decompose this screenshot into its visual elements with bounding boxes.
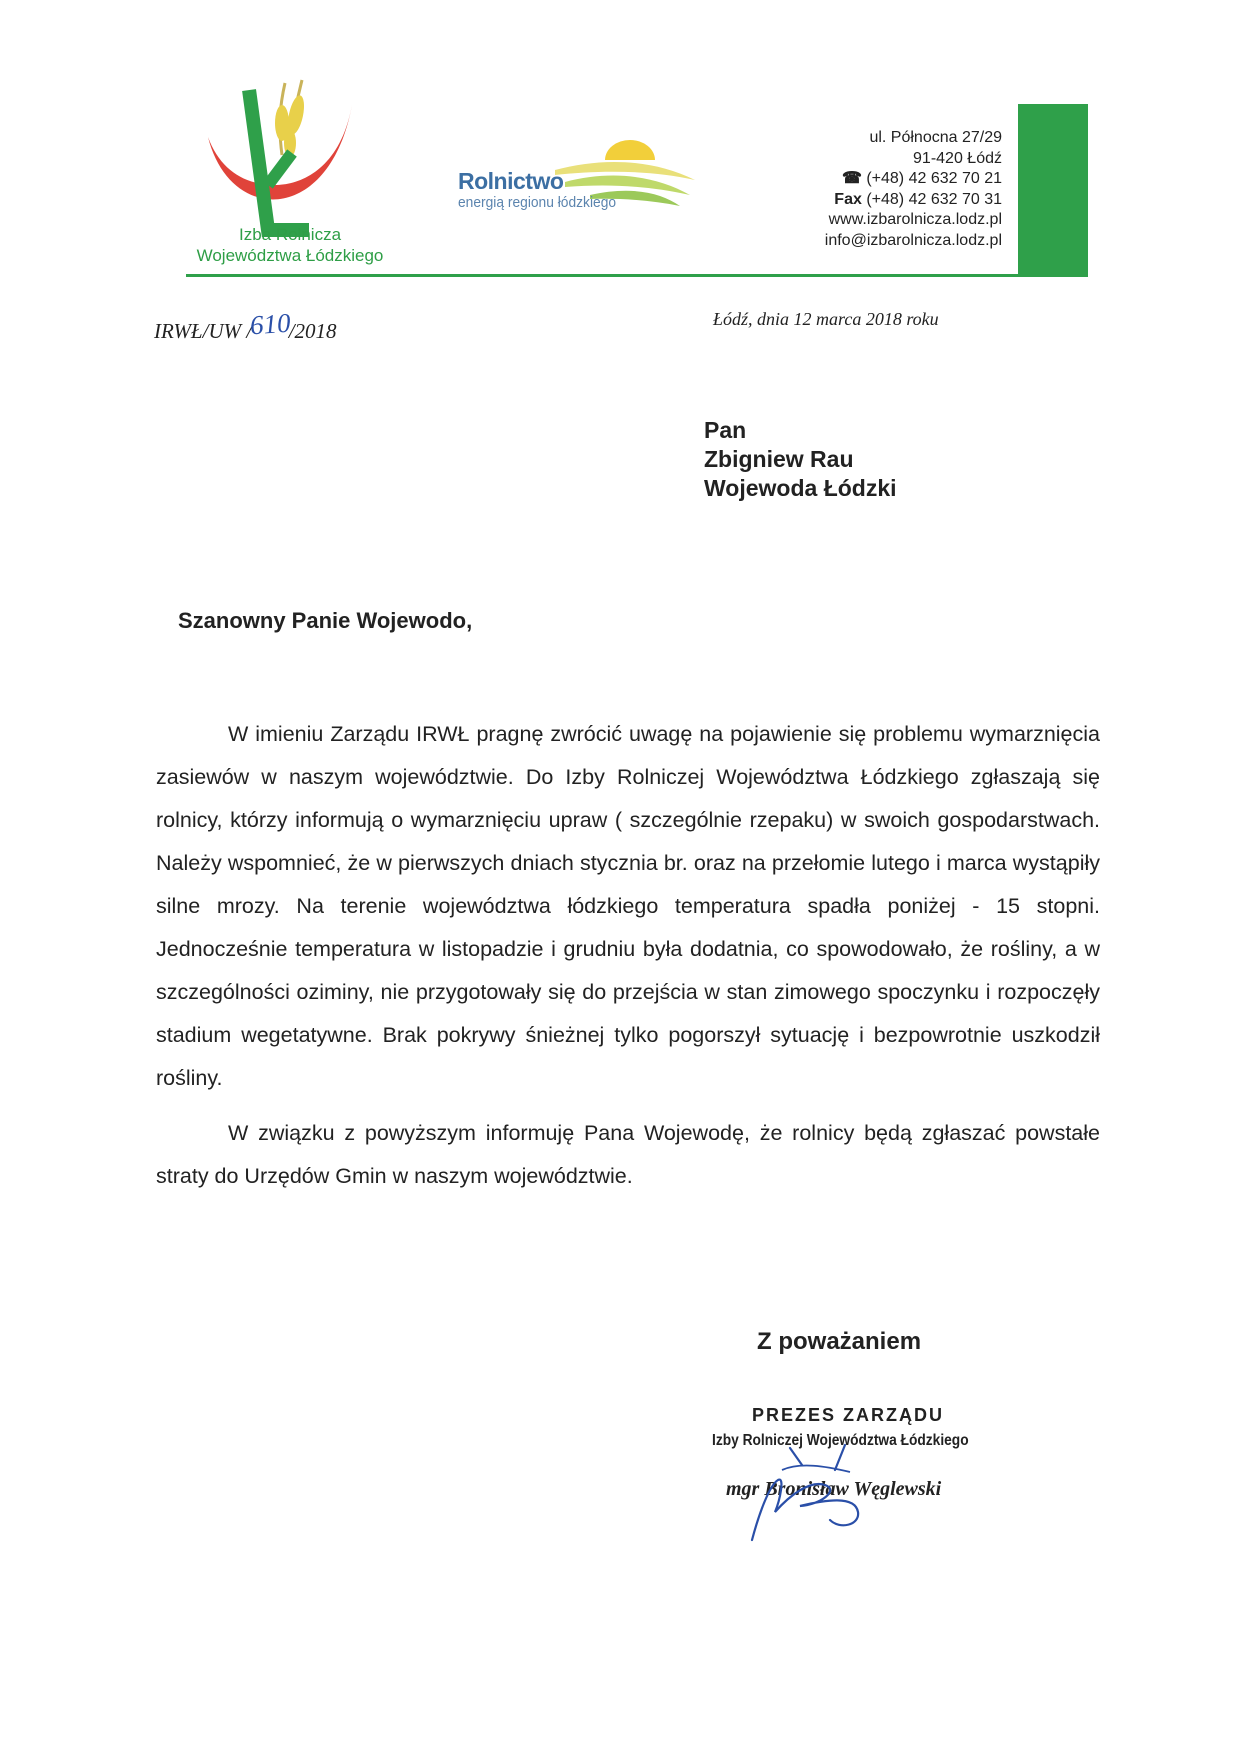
contact-block (825, 128, 1002, 251)
address-street: ul. Północna 27/29 (869, 129, 1002, 146)
phone-icon: ☎ (841, 170, 862, 187)
stamp-organization: Izby Rolniczej Województwa Łódzkiego (712, 1432, 969, 1449)
izba-logo-text (150, 224, 430, 266)
campaign-subtitle: energią regionu łódzkiego (458, 194, 617, 211)
stamp-name: mgr Bronisław Węglewski (726, 1478, 942, 1500)
fax-label: Fax (834, 190, 862, 208)
fax-number: (+48) 42 632 70 31 (866, 190, 1002, 208)
reference-number (154, 307, 337, 345)
body-paragraph-1: W imieniu Zarządu IRWŁ pragnę zwrócić uwagę na pojawienie się problemu wymarznięcia zasiewów w naszym województwie. Do Izby Rolniczej Województwa Łódzkiego zgłaszają się rolnicy, którzy informują o wymarznięciu upraw ( szczególnie rzepaku) w swoich gospodarstwach. Należy wspomnieć, że w pierwszych dniach stycznia br. oraz na przełomie lutego i marca wystąpiły silne mrozy. Na terenie województwa łódzkiego temperatura spadła poniżej - 15 stopni. Jednocześnie temperatura w listopadzie i grudniu była dodatnia, co spowodowało, że rośliny, a w szczególności oziminy, nie przygotowały się do przejścia w stan zimowego spoczynku i rozpoczęły stadium wegetatywne. Brak pokrywy śnieżnej tylko pogorszył sytuację i bezpowrotnie uszkodził rośliny. (156, 722, 1100, 1090)
header-divider (186, 274, 1088, 277)
stamp-title: PREZES ZARZĄDU (752, 1405, 945, 1425)
recipient-name: Zbigniew Rau (704, 446, 854, 472)
letter-body (156, 713, 1100, 1198)
fax-line (825, 190, 1002, 211)
header-green-block (1018, 104, 1088, 276)
body-paragraph-2: W związku z powyższym informuję Pana Wojewodę, że rolnicy będą zgłaszać powstałe straty do Urzędów Gmin w naszym województwie. (156, 1121, 1100, 1188)
campaign-title: Rolnictwo (458, 168, 564, 194)
reference-handwritten-number: 610 (249, 307, 292, 341)
email-link[interactable]: info@izbarolnicza.lodz.pl (824, 231, 1002, 249)
salutation: Szanowny Panie Wojewodo, (178, 608, 473, 633)
phone-line (825, 169, 1002, 190)
reference-suffix: /2018 (288, 319, 337, 343)
closing: Z poważaniem (757, 1328, 922, 1355)
website-link[interactable]: www.izbarolnicza.lodz.pl (828, 211, 1002, 228)
phone-number: (+48) 42 632 70 21 (866, 170, 1002, 187)
recipient-position: Wojewoda Łódzki (704, 475, 897, 501)
recipient-title: Pan (704, 417, 747, 443)
izba-logo-line2: Województwa Łódzkiego (196, 246, 384, 265)
izba-logo-line1: Izba Rolnicza (238, 225, 342, 244)
letter-date: Łódź, dnia 12 marca 2018 roku (713, 309, 939, 329)
address-city: 91-420 Łódź (913, 149, 1002, 167)
recipient-block (704, 416, 897, 503)
reference-prefix: IRWŁ/UW / (154, 319, 253, 343)
handwritten-signature (730, 1440, 900, 1550)
